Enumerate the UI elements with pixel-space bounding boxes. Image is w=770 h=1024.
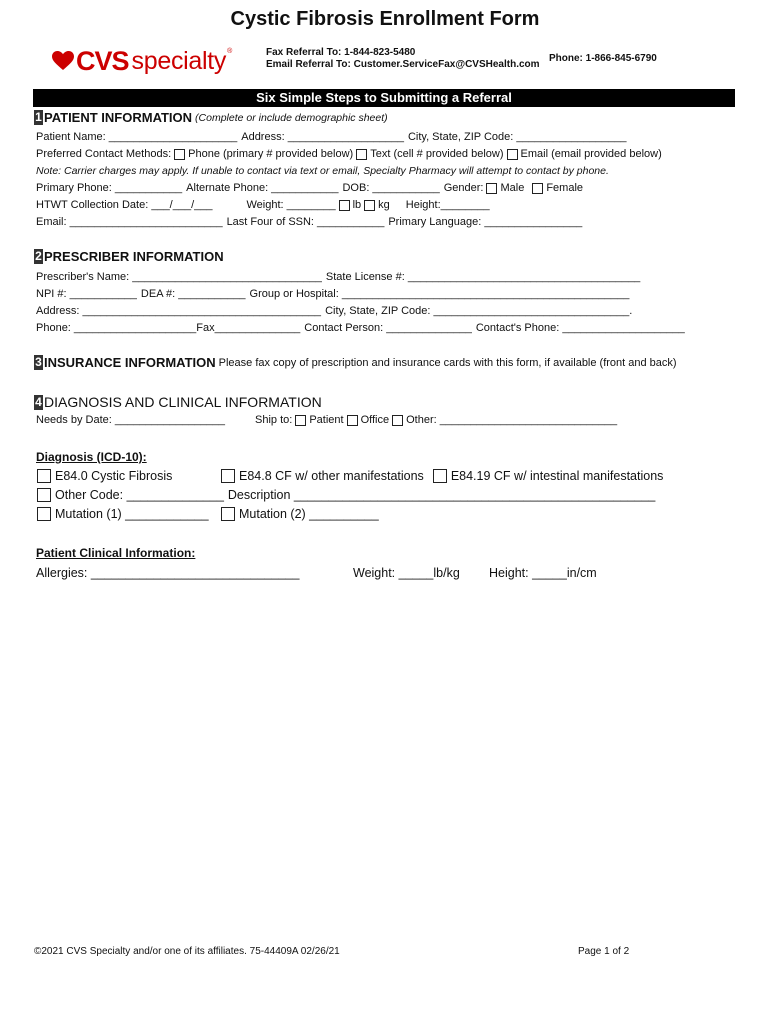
prescriber-row-2: [36, 287, 629, 301]
e84-19-checkbox[interactable]: [433, 469, 447, 483]
fax-referral: Fax Referral To: 1-844-823-5480: [266, 47, 416, 58]
language-field[interactable]: Primary Language: ________________: [388, 216, 583, 228]
ship-office-label: Office: [360, 414, 390, 426]
prescriber-row-1: [36, 270, 640, 284]
e84-8-label: E84.8 CF w/ other manifestations: [239, 469, 424, 483]
htwt-date-field[interactable]: HTWT Collection Date: ___/___/___: [36, 199, 213, 211]
alternate-phone-field[interactable]: Alternate Phone: ___________: [186, 182, 339, 194]
section-note: (Complete or include demographic sheet): [195, 111, 388, 124]
diagnosis-row-1: [37, 469, 172, 483]
diagnosis-row-3b: [221, 507, 379, 521]
patient-row-6: [36, 215, 582, 229]
female-checkbox[interactable]: [532, 183, 543, 194]
clinical-weight-field[interactable]: Weight: _____lb/kg: [353, 566, 460, 580]
logo-registered: ®: [227, 48, 233, 55]
prescriber-city-field[interactable]: City, State, ZIP Code: ________________________________.: [325, 305, 633, 317]
phone-contact: Phone: 1-866-845-6790: [549, 53, 657, 64]
description-field[interactable]: Description ____________________________________________________: [227, 488, 656, 502]
ship-other-field[interactable]: Other: _____________________________: [406, 414, 618, 426]
phone-checkbox[interactable]: [174, 149, 185, 160]
diagnosis-row-1b: [221, 469, 663, 483]
section-title: PATIENT INFORMATION: [44, 110, 193, 125]
email-option-label: Email (email provided below): [520, 148, 662, 160]
carrier-note: Note: Carrier charges may apply. If unable to contact via text or email, Specialty Pharmacy will attempt to contact by phone.: [36, 165, 609, 177]
footer-copyright: ©2021 CVS Specialty and/or one of its affiliates. 75-44409A 02/26/21: [34, 946, 340, 957]
section-4-header: [34, 394, 322, 410]
steps-banner: Six Simple Steps to Submitting a Referral: [33, 89, 735, 107]
address-field[interactable]: Address: ___________________: [241, 131, 404, 143]
ship-office-checkbox[interactable]: [347, 415, 358, 426]
e84-0-checkbox[interactable]: [37, 469, 51, 483]
contact-methods-label: Preferred Contact Methods:: [36, 148, 172, 160]
male-label: Male: [500, 182, 525, 194]
kg-checkbox[interactable]: [364, 200, 375, 211]
gender-label: Gender:: [443, 182, 484, 194]
patient-row-2: [36, 147, 662, 161]
male-checkbox[interactable]: [486, 183, 497, 194]
email-referral: Email Referral To: Customer.ServiceFax@CVSHealth.com: [266, 59, 540, 70]
prescriber-name-field[interactable]: Prescriber's Name: _______________________________: [36, 271, 322, 283]
e84-8-checkbox[interactable]: [221, 469, 235, 483]
height-field[interactable]: Height:________: [405, 199, 490, 211]
contact-person-field[interactable]: Contact Person: ______________: [304, 322, 472, 334]
contact-phone-field[interactable]: Contact's Phone: ____________________: [475, 322, 685, 334]
section-title: PRESCRIBER INFORMATION: [44, 249, 224, 264]
mutation-1-field[interactable]: Mutation (1) ____________: [55, 507, 209, 521]
diagnosis-row-3: [37, 507, 209, 521]
e84-0-label: E84.0 Cystic Fibrosis: [55, 469, 173, 483]
email-field[interactable]: Email: _________________________: [36, 216, 223, 228]
section-number: 2: [35, 249, 42, 263]
female-label: Female: [546, 182, 584, 194]
diagnosis-heading: Diagnosis (ICD-10):: [36, 450, 147, 464]
ssn-field[interactable]: Last Four of SSN: ___________: [226, 216, 385, 228]
dob-field[interactable]: DOB: ___________: [342, 182, 440, 194]
section-title: INSURANCE INFORMATION: [44, 355, 216, 370]
ship-other-checkbox[interactable]: [392, 415, 403, 426]
allergies-field[interactable]: Allergies: ______________________________: [36, 566, 300, 580]
diagnosis-row-2: [37, 488, 655, 502]
lb-label: lb: [352, 199, 362, 211]
patient-name-field[interactable]: Patient Name: _____________________: [36, 131, 238, 143]
prescriber-row-3: [36, 304, 632, 318]
diagnosis-row-needs: [36, 413, 617, 427]
text-option-label: Text (cell # provided below): [370, 148, 504, 160]
patient-row-5: [36, 198, 490, 212]
section-note: Please fax copy of prescription and insurance cards with this form, if available (front and back): [218, 356, 677, 369]
npi-field[interactable]: NPI #: ___________: [36, 288, 137, 300]
state-license-field[interactable]: State License #: ______________________________________: [325, 271, 641, 283]
email-checkbox[interactable]: [507, 149, 518, 160]
section-1-header: [34, 110, 388, 125]
mutation-1-checkbox[interactable]: [37, 507, 51, 521]
section-title: DIAGNOSIS AND CLINICAL INFORMATION: [44, 394, 322, 410]
ship-patient-label: Patient: [309, 414, 344, 426]
other-code-checkbox[interactable]: [37, 488, 51, 502]
prescriber-phone-fax-field[interactable]: Phone: ____________________Fax______________: [36, 322, 301, 334]
ship-to-label: Ship to:: [255, 414, 293, 426]
kg-label: kg: [378, 199, 390, 211]
prescriber-address-field[interactable]: Address: _______________________________________: [36, 305, 322, 317]
clinical-height-field[interactable]: Height: _____in/cm: [489, 566, 597, 580]
section-2-header: [34, 249, 224, 264]
logo-sub: specialty: [131, 46, 227, 75]
patient-row-1: [36, 130, 626, 144]
mutation-2-field[interactable]: Mutation (2) __________: [239, 507, 379, 521]
group-hospital-field[interactable]: Group or Hospital: _______________________________________________: [249, 288, 630, 300]
mutation-2-checkbox[interactable]: [221, 507, 235, 521]
patient-row-4: [36, 181, 583, 195]
page-title: Cystic Fibrosis Enrollment Form: [230, 8, 540, 30]
logo-brand: CVS: [76, 45, 129, 76]
lb-checkbox[interactable]: [339, 200, 350, 211]
e84-19-label: E84.19 CF w/ intestinal manifestations: [450, 469, 664, 483]
cvs-specialty-logo: [52, 44, 232, 78]
section-number: 4: [35, 394, 42, 409]
ship-patient-checkbox[interactable]: [295, 415, 306, 426]
needs-by-date-field[interactable]: Needs by Date: __________________: [36, 414, 225, 426]
text-checkbox[interactable]: [356, 149, 367, 160]
section-number: 1: [35, 110, 42, 124]
primary-phone-field[interactable]: Primary Phone: ___________: [36, 182, 183, 194]
section-number: 3: [35, 355, 42, 369]
prescriber-row-4: [36, 321, 685, 335]
city-state-zip-field[interactable]: City, State, ZIP Code: __________________: [407, 131, 627, 143]
phone-option-label: Phone (primary # provided below): [188, 148, 354, 160]
dea-field[interactable]: DEA #: ___________: [140, 288, 246, 300]
other-code-field[interactable]: Other Code: ______________: [55, 488, 224, 502]
clinical-heading: Patient Clinical Information:: [36, 546, 196, 560]
footer-page: Page 1 of 2: [578, 946, 630, 957]
heart-icon: [52, 51, 74, 71]
weight-field[interactable]: Weight: ________: [246, 199, 336, 211]
section-3-header: [34, 355, 677, 370]
